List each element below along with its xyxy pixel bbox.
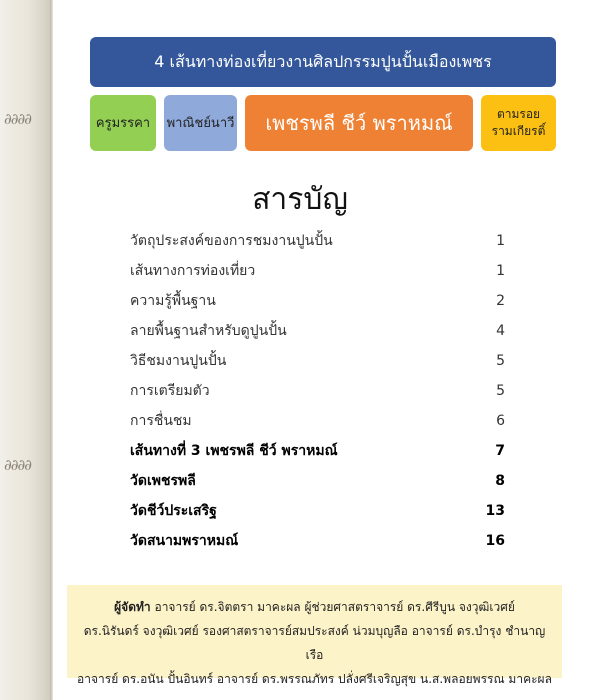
toc-entry-page: 8	[495, 473, 505, 489]
toc-entry-label: วัตถุประสงค์ของการชมงานปูนปั้น	[130, 233, 333, 249]
toc-entry-temple[interactable]	[130, 499, 520, 529]
toc-entry[interactable]	[130, 229, 520, 259]
route-label-1-text: ครูมรรคา	[95, 115, 151, 131]
toc-entry-page: 6	[496, 413, 505, 429]
toc-entry-label: การชื่นชม	[130, 413, 192, 429]
route-label-4-text: ตามรอย รามเกียรติ์	[491, 107, 546, 138]
toc-entry[interactable]	[130, 289, 520, 319]
route-label-3	[245, 95, 473, 151]
toc-entry[interactable]	[130, 379, 520, 409]
toc-entry-label: วิธีชมงานปูนปั้น	[130, 353, 227, 369]
route-label-3-text: เพชรพลี ชีว์ พราหมณ์	[265, 110, 453, 135]
book-binding	[0, 0, 52, 700]
toc-entry-label: ความรู้พื้นฐาน	[130, 293, 216, 309]
toc-entry-label: การเตรียมตัว	[130, 383, 210, 399]
toc-entry-page: 1	[496, 263, 505, 279]
toc-entry-page: 5	[496, 383, 505, 399]
toc-entry[interactable]	[130, 259, 520, 289]
credits-heading: ผู้จัดทำ	[114, 600, 151, 614]
route-label-2-text: พาณิชย์นาวี	[166, 115, 235, 131]
toc-entry-page: 16	[485, 533, 505, 549]
route-label-2	[164, 95, 237, 151]
toc-entry-page: 5	[496, 353, 505, 369]
route-label-4	[481, 95, 556, 151]
toc-entry[interactable]	[130, 409, 520, 439]
binding-ornament-top: ∂∂∂∂	[4, 110, 32, 128]
toc-entry-page: 2	[496, 293, 505, 309]
credits-text-1: อาจารย์ ดร.จิตตรา มาคะผล ผู้ช่วยศาสตราจารย์ ดร.ศีรีบูน จงวุฒิเวศย์	[154, 600, 515, 614]
toc-entry[interactable]	[130, 319, 520, 349]
toc-entry-page: 1	[496, 233, 505, 249]
toc-entry-label: เส้นทางการท่องเที่ยว	[130, 263, 256, 279]
credits-line-3: อาจารย์ ดร.อนัน ปั้นอินทร์ อาจารย์ ดร.พรรณภัทร ปลั่งศรีเจริญสุข น.ส.พลอยพรรณ มาคะผล	[77, 672, 552, 686]
toc-entry-label: วัดเพชรพลี	[130, 473, 196, 489]
credits-line-2: ดร.นิรันดร์ จงวุฒิเวศย์ รองศาสตราจารย์สมประสงค์ น่วมบุญลือ อาจารย์ ดร.บำรุง ชำนาญเรือ	[83, 624, 546, 662]
page-title: 4 เส้นทางท่องเที่ยวงานศิลปกรรมปูนปั้นเมืองเพชร	[90, 37, 556, 87]
credits-box	[67, 585, 562, 686]
route-label-1	[90, 95, 156, 151]
toc-heading: สารบัญ	[252, 182, 348, 217]
toc-entry-page: 13	[485, 503, 505, 519]
toc-entry-label: วัดสนามพราหมณ์	[130, 533, 239, 549]
toc-entry-page: 7	[495, 443, 505, 459]
binding-ornament-bottom: ∂∂∂∂	[4, 456, 32, 474]
credits-line-1	[75, 595, 554, 619]
toc-entry-temple[interactable]	[130, 529, 520, 559]
toc-entry-route[interactable]	[130, 439, 520, 469]
binding-edge	[50, 0, 53, 700]
toc-entry-temple[interactable]	[130, 469, 520, 499]
toc-entry-label: ลายพื้นฐานสำหรับดูปูนปั้น	[130, 323, 287, 339]
table-of-contents	[130, 229, 520, 559]
toc-entry-label: วัดชีว์ประเสริฐ	[130, 503, 217, 519]
toc-entry-label: เส้นทางที่ 3 เพชรพลี ชีว์ พราหมณ์	[130, 443, 338, 459]
toc-entry-page: 4	[496, 323, 505, 339]
toc-entry[interactable]	[130, 349, 520, 379]
